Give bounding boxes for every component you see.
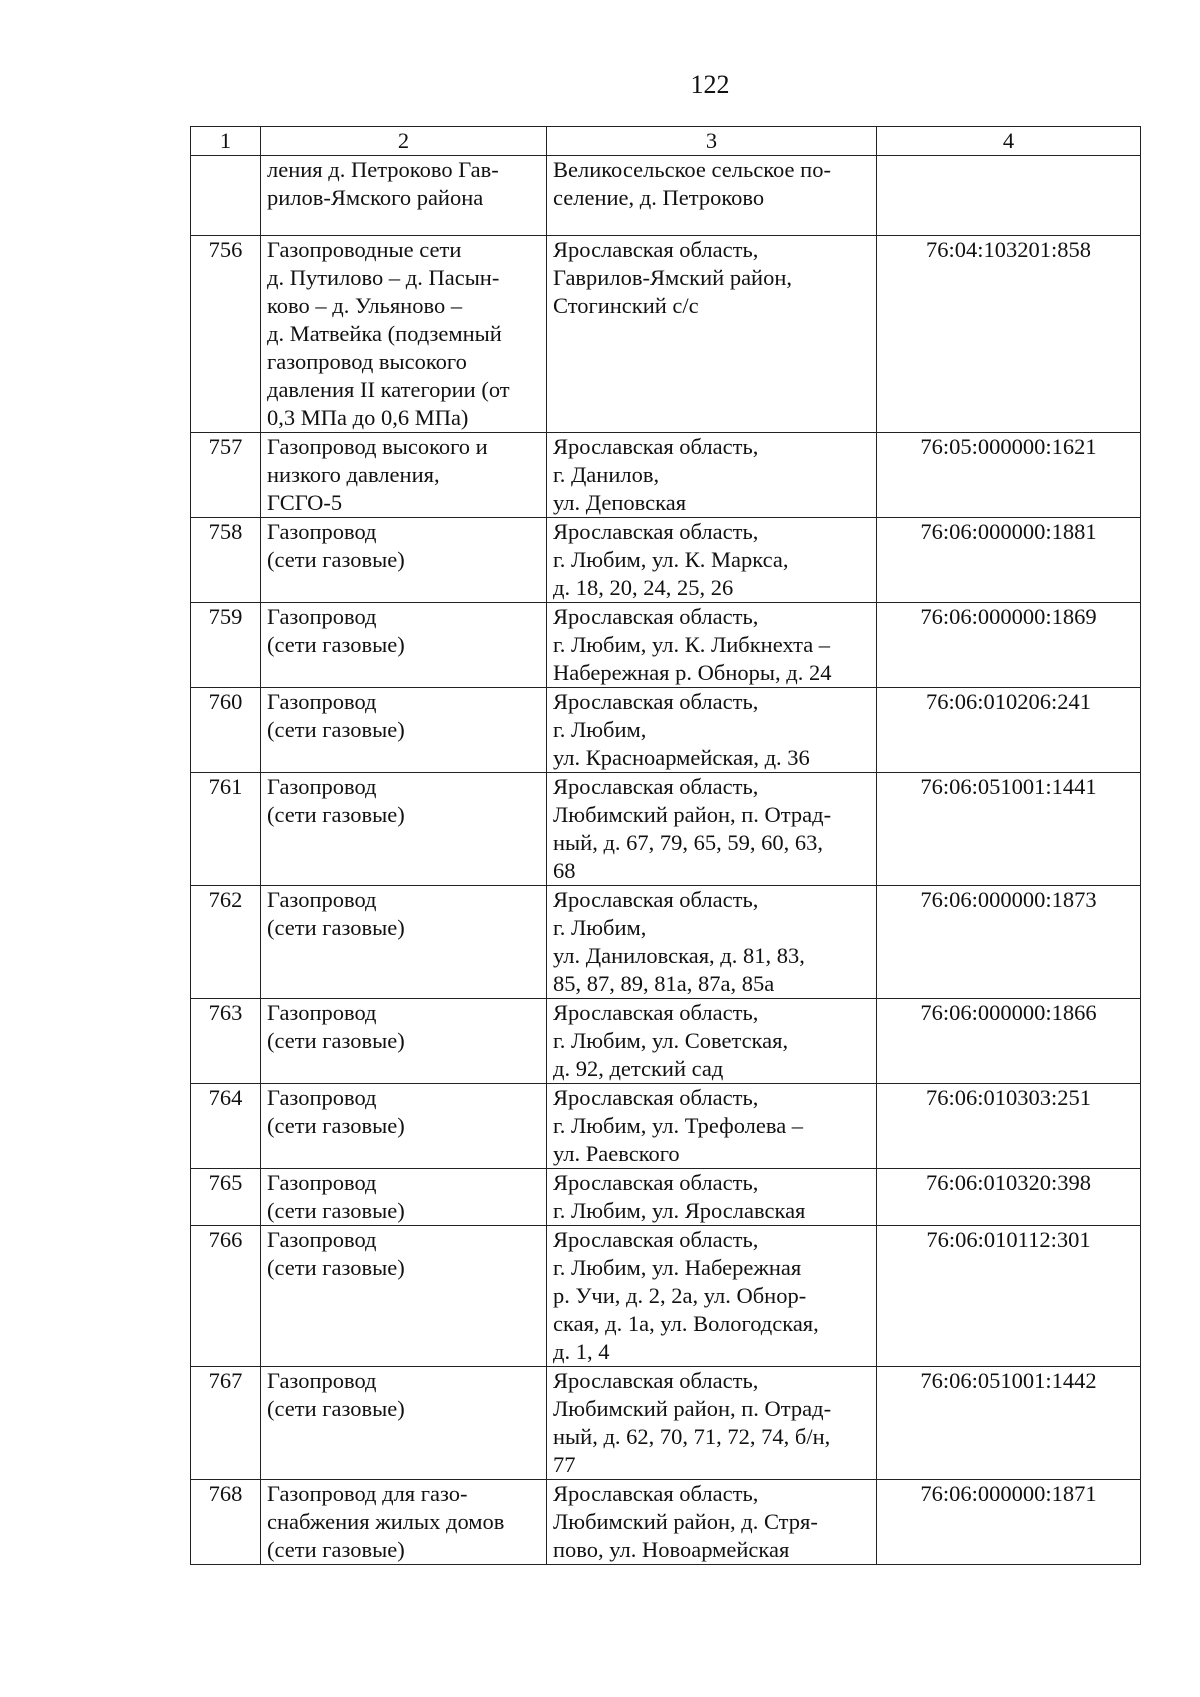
row-number-cell: 762 xyxy=(191,886,261,999)
address-cell xyxy=(547,236,877,433)
address-line: Ярославская область, xyxy=(553,1227,759,1252)
address-line: г. Любим, xyxy=(553,915,647,940)
object-name-line: Газопровод xyxy=(267,1085,377,1110)
address-cell xyxy=(547,1480,877,1565)
address-cell xyxy=(547,1084,877,1169)
object-name-line: Газопровод высокого и xyxy=(267,434,488,459)
address-cell xyxy=(547,999,877,1084)
object-name-line: (сети газовые) xyxy=(267,915,405,940)
address-line: д. 1, 4 xyxy=(553,1339,610,1364)
cadastral-number-cell: 76:06:010320:398 xyxy=(877,1169,1141,1226)
object-name-cell xyxy=(261,518,547,603)
cadastral-number-cell: 76:06:051001:1441 xyxy=(877,773,1141,886)
object-name-line: (сети газовые) xyxy=(267,1255,405,1280)
object-name-line: Газопровод xyxy=(267,774,377,799)
object-name-line: д. Путилово – д. Пасын- xyxy=(267,265,500,290)
cadastral-number-cell xyxy=(877,156,1141,236)
table-row xyxy=(191,1169,1141,1226)
table-row xyxy=(191,433,1141,518)
object-name-cell xyxy=(261,433,547,518)
table-row xyxy=(191,1084,1141,1169)
object-name-line: снабжения жилых домов xyxy=(267,1509,505,1534)
header-col-2: 2 xyxy=(261,127,547,156)
object-name-line: (сети газовые) xyxy=(267,802,405,827)
object-name-cell xyxy=(261,1084,547,1169)
object-name-line: д. Матвейка (подземный xyxy=(267,321,502,346)
cadastral-number-cell: 76:06:000000:1881 xyxy=(877,518,1141,603)
cadastral-number-cell: 76:06:051001:1442 xyxy=(877,1367,1141,1480)
table-row xyxy=(191,1480,1141,1565)
row-number-cell: 756 xyxy=(191,236,261,433)
row-number-cell: 767 xyxy=(191,1367,261,1480)
row-number-cell: 768 xyxy=(191,1480,261,1565)
address-line: Ярославская область, xyxy=(553,887,759,912)
cadastral-number-cell: 76:04:103201:858 xyxy=(877,236,1141,433)
object-name-line: (сети газовые) xyxy=(267,1113,405,1138)
address-line: ный, д. 62, 70, 71, 72, 74, б/н, xyxy=(553,1424,831,1449)
object-name-line: низкого давления, xyxy=(267,462,440,487)
address-line: Великосельское сельское по- xyxy=(553,157,831,182)
table-row xyxy=(191,1226,1141,1367)
row-number-cell: 759 xyxy=(191,603,261,688)
address-line: ный, д. 67, 79, 65, 59, 60, 63, xyxy=(553,830,824,855)
header-col-1: 1 xyxy=(191,127,261,156)
address-line: г. Любим, xyxy=(553,717,647,742)
address-line: Ярославская область, xyxy=(553,1481,759,1506)
address-line: Ярославская область, xyxy=(553,1170,759,1195)
object-name-cell xyxy=(261,1226,547,1367)
object-name-cell xyxy=(261,688,547,773)
cadastral-number-cell: 76:06:000000:1866 xyxy=(877,999,1141,1084)
object-name-line: (сети газовые) xyxy=(267,1537,405,1562)
address-cell xyxy=(547,773,877,886)
address-cell xyxy=(547,1169,877,1226)
object-name-cell xyxy=(261,603,547,688)
address-cell xyxy=(547,1226,877,1367)
table-row xyxy=(191,603,1141,688)
object-name-line: ГСГО-5 xyxy=(267,490,343,515)
object-name-line: (сети газовые) xyxy=(267,632,405,657)
table-row xyxy=(191,1367,1141,1480)
table-body xyxy=(191,156,1141,1565)
address-line: 77 xyxy=(553,1452,576,1477)
object-name-cell xyxy=(261,1480,547,1565)
object-name-line: Газопровод xyxy=(267,689,377,714)
address-line: ул. Деповская xyxy=(553,490,687,515)
address-line: Ярославская область, xyxy=(553,689,759,714)
object-name-cell xyxy=(261,999,547,1084)
table-row xyxy=(191,886,1141,999)
object-name-cell xyxy=(261,156,547,236)
header-col-3: 3 xyxy=(547,127,877,156)
address-line: г. Любим, ул. Набережная xyxy=(553,1255,802,1280)
address-line: селение, д. Петроково xyxy=(553,185,765,210)
cadastral-number-cell: 76:06:010303:251 xyxy=(877,1084,1141,1169)
header-col-4: 4 xyxy=(877,127,1141,156)
address-line: Ярославская область, xyxy=(553,1085,759,1110)
object-name-line: Газопровод xyxy=(267,1368,377,1393)
object-name-cell xyxy=(261,236,547,433)
object-name-line: давления II категории (от xyxy=(267,377,510,402)
address-line: Ярославская область, xyxy=(553,434,759,459)
table-row xyxy=(191,156,1141,236)
address-line: пово, ул. Новоармейская xyxy=(553,1537,790,1562)
address-cell xyxy=(547,603,877,688)
address-line: г. Данилов, xyxy=(553,462,660,487)
address-cell xyxy=(547,886,877,999)
object-name-line: Газопровод xyxy=(267,519,377,544)
object-name-cell xyxy=(261,1169,547,1226)
object-name-cell xyxy=(261,1367,547,1480)
row-number-cell: 764 xyxy=(191,1084,261,1169)
cadastral-number-cell: 76:06:010206:241 xyxy=(877,688,1141,773)
table-row xyxy=(191,688,1141,773)
address-cell xyxy=(547,688,877,773)
cadastral-number-cell: 76:05:000000:1621 xyxy=(877,433,1141,518)
object-name-line: (сети газовые) xyxy=(267,1198,405,1223)
object-name-line: (сети газовые) xyxy=(267,1396,405,1421)
address-line: Набережная р. Обноры, д. 24 xyxy=(553,660,832,685)
object-name-line: (сети газовые) xyxy=(267,1028,405,1053)
row-number-cell: 761 xyxy=(191,773,261,886)
address-line: ул. Раевского xyxy=(553,1141,680,1166)
object-name-line: газопровод высокого xyxy=(267,349,467,374)
object-name-line: Газопровод xyxy=(267,1227,377,1252)
address-line: 68 xyxy=(553,858,576,883)
address-line: г. Любим, ул. Трефолева – xyxy=(553,1113,804,1138)
address-line: Ярославская область, xyxy=(553,237,759,262)
address-line: Ярославская область, xyxy=(553,604,759,629)
address-line: ул. Даниловская, д. 81, 83, xyxy=(553,943,805,968)
row-number-cell: 766 xyxy=(191,1226,261,1367)
row-number-cell: 763 xyxy=(191,999,261,1084)
cadastral-number-cell: 76:06:000000:1869 xyxy=(877,603,1141,688)
address-cell xyxy=(547,156,877,236)
address-line: д. 18, 20, 24, 25, 26 xyxy=(553,575,734,600)
object-name-line: ково – д. Ульяново – xyxy=(267,293,463,318)
address-line: Любимский район, п. Отрад- xyxy=(553,802,832,827)
row-number-cell xyxy=(191,156,261,236)
object-name-line: 0,3 МПа до 0,6 МПа) xyxy=(267,405,469,430)
address-line: Любимский район, п. Отрад- xyxy=(553,1396,832,1421)
address-line: г. Любим, ул. Ярославская xyxy=(553,1198,806,1223)
table-row xyxy=(191,999,1141,1084)
object-name-line: Газопроводные сети xyxy=(267,237,462,262)
cadastral-number-cell: 76:06:010112:301 xyxy=(877,1226,1141,1367)
address-line: г. Любим, ул. К. Маркса, xyxy=(553,547,789,572)
row-number-cell: 765 xyxy=(191,1169,261,1226)
object-name-cell xyxy=(261,773,547,886)
table-row xyxy=(191,773,1141,886)
row-number-cell: 758 xyxy=(191,518,261,603)
address-line: Гаврилов-Ямский район, xyxy=(553,265,793,290)
cadastral-number-cell: 76:06:000000:1871 xyxy=(877,1480,1141,1565)
registry-table xyxy=(190,126,1141,1565)
table-row xyxy=(191,518,1141,603)
address-cell xyxy=(547,1367,877,1480)
address-line: Ярославская область, xyxy=(553,519,759,544)
object-name-line: ления д. Петроково Гав- xyxy=(267,157,499,182)
address-cell xyxy=(547,518,877,603)
object-name-line: Газопровод xyxy=(267,887,377,912)
address-line: Любимский район, д. Стря- xyxy=(553,1509,818,1534)
address-line: 85, 87, 89, 81а, 87а, 85а xyxy=(553,971,775,996)
object-name-cell xyxy=(261,886,547,999)
object-name-line: Газопровод xyxy=(267,604,377,629)
object-name-line: (сети газовые) xyxy=(267,717,405,742)
object-name-line: Газопровод xyxy=(267,1170,377,1195)
address-line: р. Учи, д. 2, 2а, ул. Обнор- xyxy=(553,1283,807,1308)
address-line: ская, д. 1а, ул. Вологодская, xyxy=(553,1311,819,1336)
address-line: Ярославская область, xyxy=(553,774,759,799)
address-line: Стогинский с/с xyxy=(553,293,699,318)
object-name-line: Газопровод для газо- xyxy=(267,1481,468,1506)
row-number-cell: 760 xyxy=(191,688,261,773)
address-line: Ярославская область, xyxy=(553,1368,759,1393)
address-cell xyxy=(547,433,877,518)
table-row xyxy=(191,236,1141,433)
cadastral-number-cell: 76:06:000000:1873 xyxy=(877,886,1141,999)
page-number: 122 xyxy=(690,70,730,99)
address-line: д. 92, детский сад xyxy=(553,1056,724,1081)
address-line: г. Любим, ул. Советская, xyxy=(553,1028,789,1053)
address-line: г. Любим, ул. К. Либкнехта – xyxy=(553,632,831,657)
object-name-line: Газопровод xyxy=(267,1000,377,1025)
object-name-line: (сети газовые) xyxy=(267,547,405,572)
address-line: ул. Красноармейская, д. 36 xyxy=(553,745,810,770)
address-line: Ярославская область, xyxy=(553,1000,759,1025)
object-name-line: рилов-Ямского района xyxy=(267,185,484,210)
table-header-row xyxy=(191,127,1141,156)
row-number-cell: 757 xyxy=(191,433,261,518)
